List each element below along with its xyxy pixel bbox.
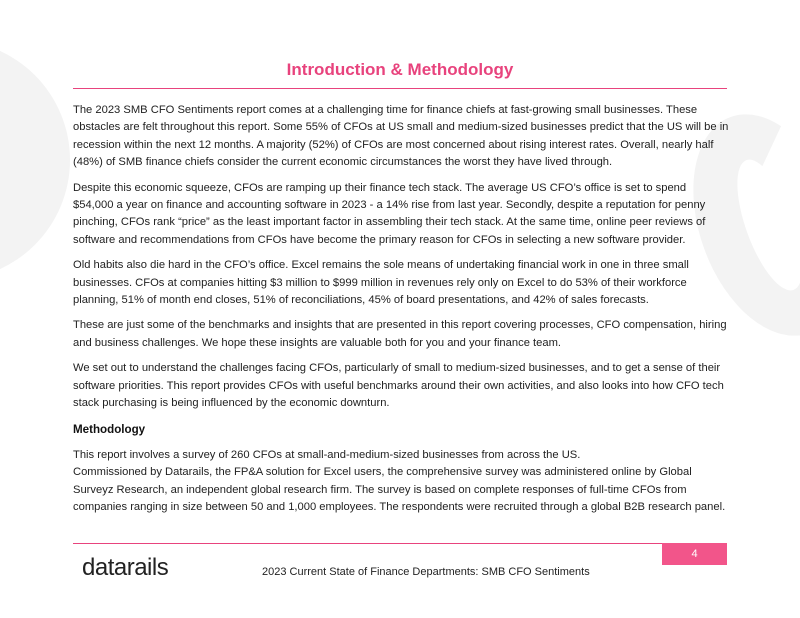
methodology-line-2: Commissioned by Datarails, the FP&A solution for Excel users, the comprehensive survey was administered online by Global Surveyz Research, an independent global research firm. The survey is based on complete responses of full-time CFOs from companies ranging in size between 50 and 1,000 employees. The respondents were recruited through a global B2B research panel. [73,466,726,514]
report-body [73,102,729,525]
intro-paragraph-2: Despite this economic squeeze, CFOs are ramping up their finance tech stack. The average US CFO’s office is set to spend $54,000 a year on finance and accounting software in 2023 - a 14% rise from last year. Secondly, despite a reputation for penny pinching, CFOs rank “price” as the least important factor in assembling their tech stack. At the same time, online peer reviews of software and recommendations from CFOs have become the primary reason for CFOs in selecting a new software provider. [73,181,706,246]
page-title: Introduction & Methodology [286,60,514,79]
footer-divider [73,543,727,544]
methodology-line-1: This report involves a survey of 260 CFOs at small-and-medium-sized businesses from across the US. [73,448,581,461]
intro-paragraph-3: Old habits also die hard in the CFO’s office. Excel remains the sole means of undertaking financial work in one in three small businesses. CFOs at companies hitting $3 million to $999 million in revenues rely only on Excel to do 53% of their workforce planning, 51% of month end closes, 51% of reconciliations, 45% of board presentations, and 42% of sales forecasts. [73,259,689,307]
intro-paragraph-4: These are just some of the benchmarks and insights that are presented in this report covering processes, CFO compensation, hiring and business challenges. We hope these insights are valuable both for you and your finance team. [73,319,727,349]
methodology-heading: Methodology [73,422,146,436]
footer-report-title: 2023 Current State of Finance Departments: SMB CFO Sentiments [262,566,590,578]
page-number: 4 [662,543,727,565]
intro-paragraph-1: The 2023 SMB CFO Sentiments report comes at a challenging time for finance chiefs at fast-growing small businesses. These obstacles are felt throughout this report. Some 55% of CFOs at US small and medium-sized businesses predict that the US will be in recession within the next 12 months. A majority (52%) of CFOs are most concerned about rising interest rates. Overall, nearly half (48%) of SMB finance chiefs consider the current economic circumstances the worst they have lived through. [73,104,729,169]
datarails-logo: datarails [82,554,169,581]
title-divider [73,88,727,89]
intro-paragraph-5: We set out to understand the challenges facing CFOs, particularly of small to medium-sized businesses, and to get a sense of their software priorities. This report provides CFOs with useful benchmarks around their own activities, and also looks into how CFO tech stack purchasing is being influenced by the economic downturn. [73,362,724,410]
